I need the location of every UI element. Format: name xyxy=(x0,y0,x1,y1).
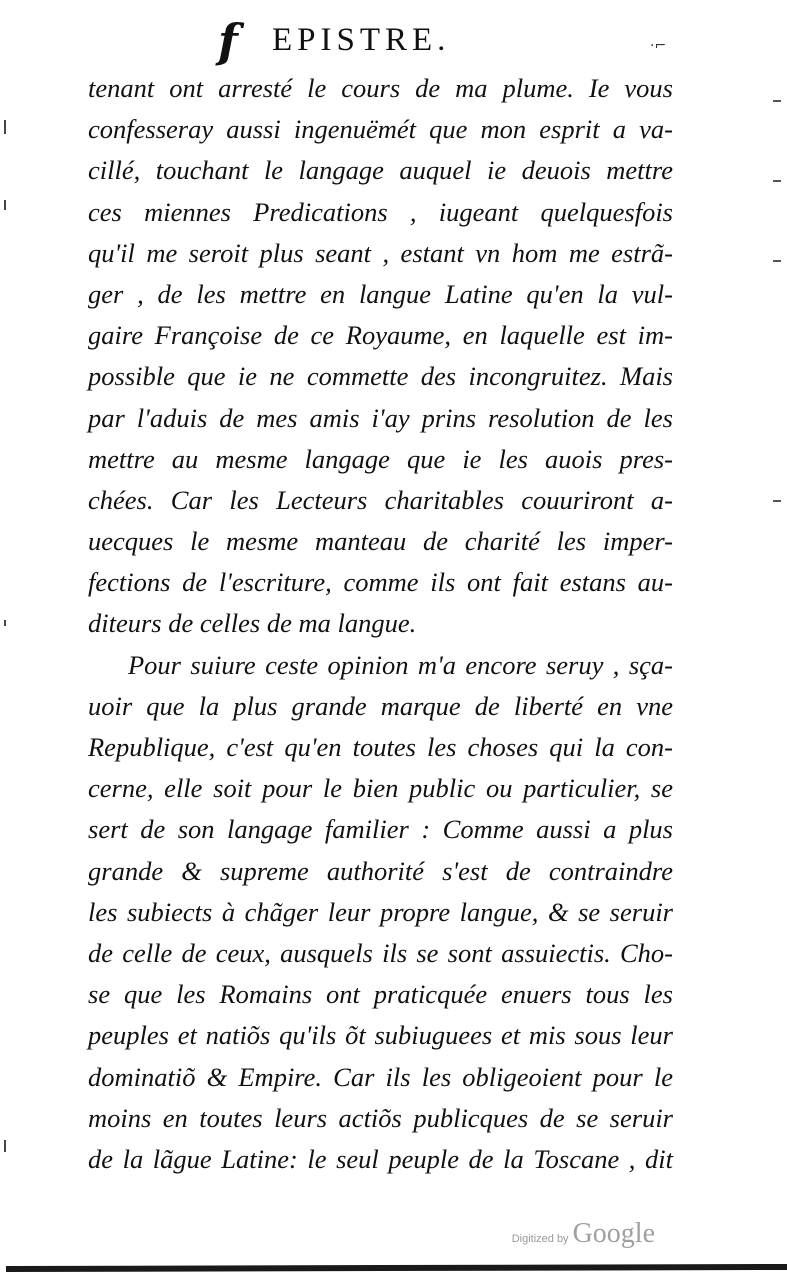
text-line: ces miennes Predications , iugeant quelquesfois xyxy=(88,196,673,227)
text-line: confesseray aussi ingenuëmét que mon esprit a va- xyxy=(88,114,673,145)
scan-edge-marks xyxy=(2,60,10,1160)
text-line: de la lãgue Latine: le seul peuple de la Toscane , dit xyxy=(88,1143,673,1174)
page-title: EPISTRE. xyxy=(272,22,451,58)
watermark-prefix: Digitized by xyxy=(511,1233,569,1245)
printer-mark: ·⌐ xyxy=(650,38,667,54)
google-logo: Google xyxy=(572,1218,655,1249)
text-line: grande & supreme authorité s'est de contraindre xyxy=(88,855,673,886)
paragraph-start-line: Pour suiure ceste opinion m'a encore seruy , sça- xyxy=(128,649,673,680)
text-line: chées. Car les Lecteurs charitables couuriront a- xyxy=(88,484,673,515)
google-watermark xyxy=(512,1218,655,1250)
text-line: par l'aduis de mes amis i'ay prins resolution de les xyxy=(88,402,673,433)
text-line: diteurs de celles de ma langue. xyxy=(88,608,417,639)
text-line: tenant ont arresté le cours de ma plume. Ie vous xyxy=(88,73,673,103)
text-line: se que les Romains ont praticquée enuers tous les xyxy=(88,979,673,1010)
text-line: de celle de ceux, ausquels ils se sont assuiectis. Cho- xyxy=(88,937,673,968)
text-line: cillé, touchant le langage auquel ie deuois mettre xyxy=(88,155,673,186)
running-head xyxy=(210,16,690,66)
text-line: Republique, c'est qu'en toutes les choses qui la con- xyxy=(88,732,673,762)
text-line: peuples et natiõs qu'ils õt subiuguees et mis sous leur xyxy=(88,1020,673,1051)
text-line: ger , de les mettre en langue Latine qu'en la vul- xyxy=(88,278,673,309)
ornament-glyph: f xyxy=(218,14,238,68)
scan-bottom-edge xyxy=(6,1264,787,1272)
text-line: uoir que la plus grande marque de liberté en vne xyxy=(88,690,673,721)
scan-edge-ticks xyxy=(769,30,781,730)
text-line: les subiects à chãger leur propre langue, & se seruir xyxy=(88,896,673,927)
text-line: moins en toutes leurs actiõs publicques de se seruir xyxy=(88,1102,673,1133)
text-line: possible que ie ne commette des incongruitez. Mais xyxy=(88,361,673,392)
text-line: qu'il me seroit plus seant , estant vn hom me estrã- xyxy=(88,237,673,268)
text-line: cerne, elle soit pour le bien public ou particulier, se xyxy=(88,773,673,804)
body-text xyxy=(88,68,673,1180)
text-line: uecques le mesme manteau de charité les imper- xyxy=(88,526,673,557)
text-line: fections de l'escriture, comme ils ont fait estans au- xyxy=(88,567,673,598)
text-line: dominatiõ & Empire. Car ils les obligeoient pour le xyxy=(88,1061,673,1092)
text-line: mettre au mesme langage que ie les auois pres- xyxy=(88,443,673,474)
text-line: gaire Françoise de ce Royaume, en laquelle est im- xyxy=(88,320,673,351)
text-line: sert de son langage familier : Comme aussi a plus xyxy=(88,814,673,845)
